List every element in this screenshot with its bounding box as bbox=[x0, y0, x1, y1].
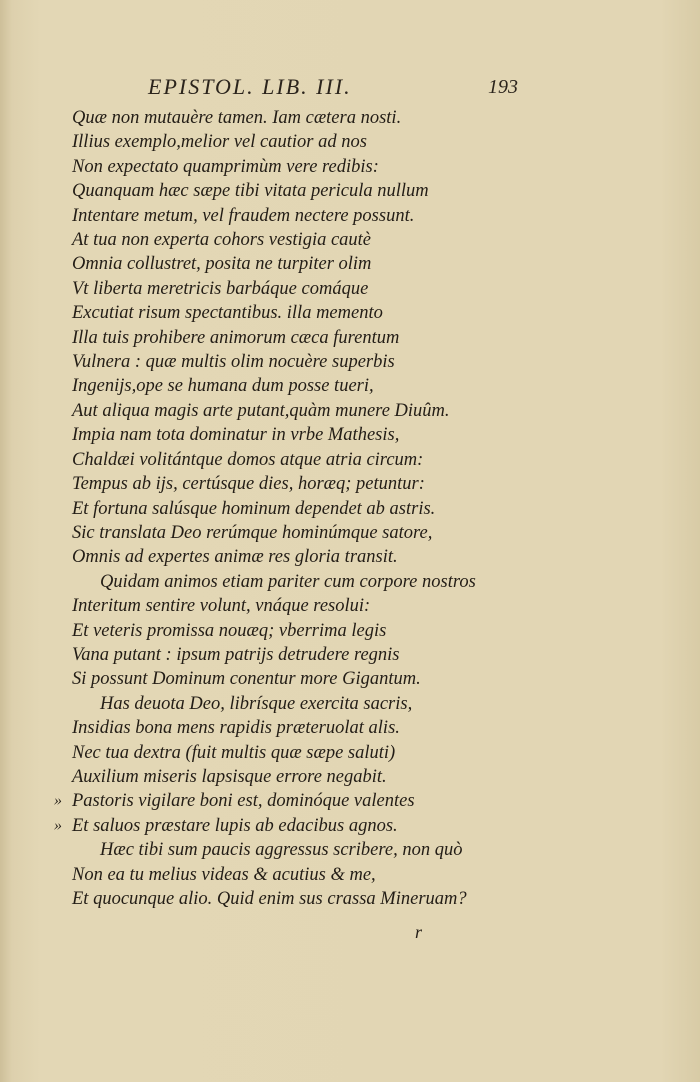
verse-line bbox=[64, 448, 524, 472]
signature-mark: r bbox=[415, 922, 423, 942]
verse-line bbox=[64, 228, 524, 252]
verse-line-text: Aut aliqua magis arte putant,quàm munere Diuûm. bbox=[72, 400, 450, 421]
verse-line bbox=[64, 594, 524, 618]
verse-line-text: Insidias bona mens rapidis præteruolat alis. bbox=[72, 718, 400, 739]
verse-line bbox=[64, 326, 524, 350]
verse-line-text: Quanquam hæc sæpe tibi vitata pericula nullum bbox=[72, 181, 429, 202]
verse-line bbox=[64, 204, 524, 228]
verse-line-text: Illius exemplo,melior vel cautior ad nos bbox=[72, 132, 367, 153]
verse-line bbox=[64, 130, 524, 154]
verse-line-text: Intentare metum, vel fraudem nectere possunt. bbox=[72, 205, 415, 226]
page-header bbox=[148, 74, 518, 102]
verse-line-text: Excutiat risum spectantibus. illa memento bbox=[72, 303, 383, 324]
verse-line bbox=[64, 741, 524, 765]
running-title: EPISTOL. LIB. III. bbox=[148, 74, 352, 99]
verse-line bbox=[54, 814, 524, 838]
verse-line-text: Omnia collustret, posita ne turpiter olim bbox=[72, 254, 372, 275]
verse-line-text: Ingenijs,ope se humana dum posse tueri, bbox=[72, 376, 374, 397]
verse-line-text: Tempus ab ijs, certúsque dies, horæq; petuntur: bbox=[72, 474, 425, 495]
verse-line bbox=[64, 301, 524, 325]
verse-line bbox=[64, 106, 524, 130]
verse-line bbox=[64, 277, 524, 301]
verse-line bbox=[64, 155, 524, 179]
verse-line bbox=[64, 667, 524, 691]
verse-line bbox=[64, 350, 524, 374]
verse-line bbox=[64, 374, 524, 398]
verse-line-text: Nec tua dextra (fuit multis quæ sæpe saluti) bbox=[72, 742, 396, 763]
page-number: 193 bbox=[488, 76, 518, 98]
verse-line-text: Vt liberta meretricis barbáque comáque bbox=[72, 278, 369, 299]
verse-line-text: Quæ non mutauère tamen. Iam cætera nosti. bbox=[72, 108, 402, 128]
verse-line bbox=[64, 692, 524, 716]
verse-line-text: Et fortuna salúsque hominum dependet ab astris. bbox=[72, 498, 436, 519]
gnomic-marker: » bbox=[54, 816, 62, 834]
verse-line bbox=[64, 716, 524, 740]
verse-line bbox=[64, 179, 524, 203]
verse-line bbox=[64, 619, 524, 643]
verse-line-text: Has deuota Deo, librísque exercita sacris, bbox=[100, 693, 413, 714]
verse-line-text: Pastoris vigilare boni est, dominóque valentes bbox=[72, 791, 415, 812]
verse-line-text: Quidam animos etiam pariter cum corpore nostros bbox=[100, 571, 476, 592]
verse-line bbox=[64, 252, 524, 276]
verse-line-text: Et quocunque alio. Quid enim sus crassa Mineruam? bbox=[72, 889, 467, 909]
verse-line bbox=[54, 789, 524, 813]
verse-block bbox=[54, 106, 524, 911]
verse-line-text: Auxilium miseris lapsisque errore negabit. bbox=[72, 766, 387, 787]
verse-line bbox=[64, 521, 524, 545]
verse-line-text: Et saluos præstare lupis ab edacibus agnos. bbox=[72, 815, 398, 836]
gnomic-marker: » bbox=[54, 792, 62, 810]
verse-line-text: Interitum sentire volunt, vnáque resolui: bbox=[72, 596, 371, 617]
verse-line-text: Illa tuis prohibere animorum cæca furentum bbox=[72, 327, 400, 348]
verse-line bbox=[64, 887, 524, 911]
verse-line-text: Sic translata Deo rerúmque hominúmque satore, bbox=[72, 522, 433, 543]
verse-line-text: Vana putant : ipsum patrijs detrudere regnis bbox=[72, 644, 400, 665]
verse-line-text: Non ea tu melius videas & acutius & me, bbox=[72, 864, 376, 885]
verse-line bbox=[64, 423, 524, 447]
verse-line bbox=[64, 863, 524, 887]
verse-line bbox=[64, 838, 524, 862]
verse-line-text: Non expectato quamprimùm vere redibis: bbox=[72, 156, 379, 177]
verse-line bbox=[64, 545, 524, 569]
verse-line-text: Et veteris promissa nouæq; vberrima legis bbox=[72, 620, 387, 641]
verse-line-text: Vulnera : quæ multis olim nocuère superbis bbox=[72, 352, 395, 373]
verse-line bbox=[64, 399, 524, 423]
verse-line-text: At tua non experta cohors vestigia cautè bbox=[72, 230, 372, 251]
verse-line bbox=[64, 643, 524, 667]
verse-line-text: Hæc tibi sum paucis aggressus scribere, non quò bbox=[100, 840, 463, 861]
verse-line-text: Impia nam tota dominatur in vrbe Mathesis, bbox=[72, 425, 400, 446]
verse-line-text: Omnis ad expertes animæ res gloria transit. bbox=[72, 547, 398, 568]
verse-line-text: Chaldæi volitántque domos atque atria circum: bbox=[72, 449, 424, 470]
verse-line bbox=[64, 570, 524, 594]
verse-line bbox=[64, 765, 524, 789]
verse-line bbox=[64, 497, 524, 521]
verse-line bbox=[64, 472, 524, 496]
verse-line-text: Si possunt Dominum conentur more Gigantum. bbox=[72, 669, 421, 690]
